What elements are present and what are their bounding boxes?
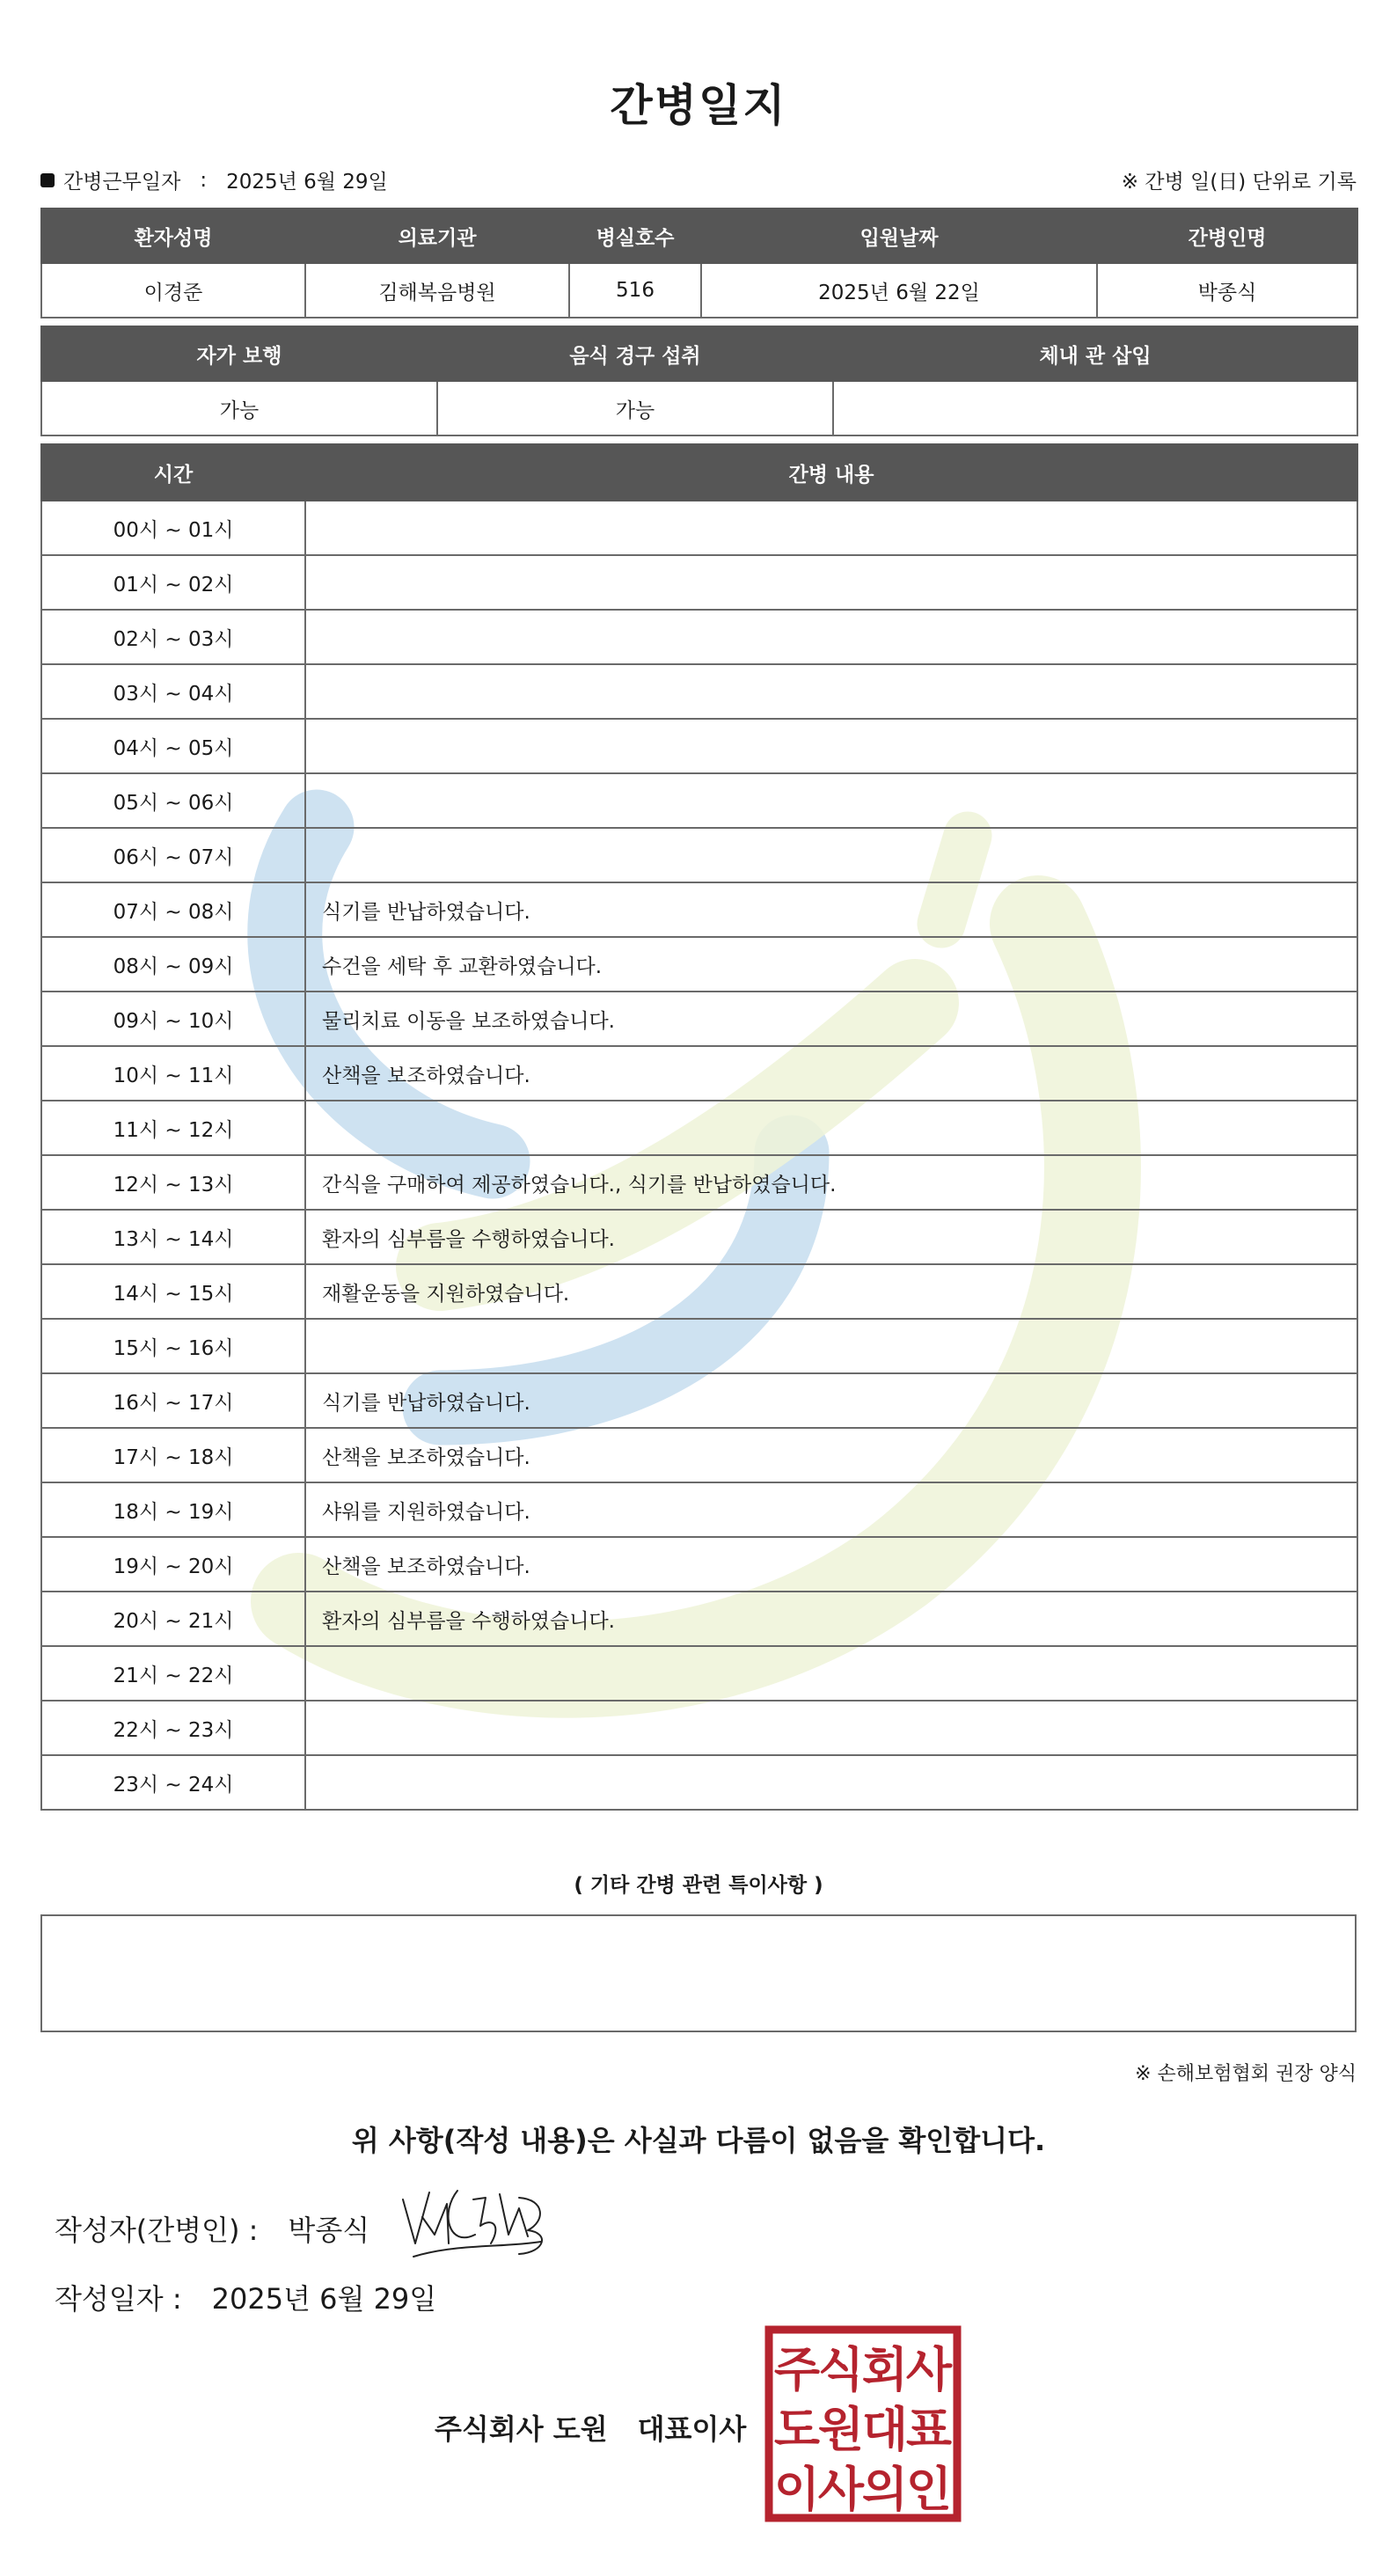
patient-name: 이경준 [41, 263, 305, 318]
care-content: 간식을 구매하여 제공하였습니다., 식기를 반납하였습니다. [305, 1155, 1357, 1210]
signature-image [396, 2182, 554, 2261]
special-notes-title: ( 기타 간병 관련 특이사항 ) [574, 1874, 823, 1897]
table-row [41, 501, 1357, 555]
representative-label: 대표이사 [637, 2412, 747, 2446]
care-content: 산책을 보조하였습니다. [305, 1428, 1357, 1482]
written-date-value: 2025년 6월 29일 [211, 2282, 437, 2316]
square-bullet-icon [40, 173, 55, 187]
table-row [41, 882, 1357, 937]
header-patient-name: 환자성명 [41, 209, 305, 263]
tube-insertion-value [833, 381, 1357, 435]
time-slot: 09시 ~ 10시 [41, 992, 305, 1046]
time-slot: 17시 ~ 18시 [41, 1428, 305, 1482]
table-row [41, 1155, 1357, 1210]
header-hospital: 의료기관 [305, 209, 569, 263]
care-content [305, 1646, 1357, 1701]
table-row [41, 937, 1357, 992]
time-slot: 21시 ~ 22시 [41, 1646, 305, 1701]
table-row [41, 1755, 1357, 1810]
form-footnote: ※ 손해보험협회 권장 양식 [1135, 2063, 1357, 2085]
patient-status-table [40, 326, 1358, 436]
company-name: 주식회사 도원 [435, 2412, 608, 2446]
care-content [305, 1319, 1357, 1373]
time-slot: 20시 ~ 21시 [41, 1592, 305, 1646]
time-slot: 14시 ~ 15시 [41, 1264, 305, 1319]
care-content: 산책을 보조하였습니다. [305, 1046, 1357, 1101]
table-row [41, 1210, 1357, 1264]
self-walking-value: 가능 [41, 381, 437, 435]
time-slot: 16시 ~ 17시 [41, 1373, 305, 1428]
table-row [41, 1592, 1357, 1646]
seal-character: 표 [905, 2402, 953, 2457]
company-row [435, 2407, 746, 2448]
unit-note: ※ 간병 일(日) 단위로 기록 [1121, 171, 1357, 194]
table-row [41, 1264, 1357, 1319]
writer-row [55, 2208, 369, 2249]
time-slot: 08시 ~ 09시 [41, 937, 305, 992]
care-content [305, 555, 1357, 610]
care-content [305, 719, 1357, 773]
care-content: 환자의 심부름을 수행하였습니다. [305, 1592, 1357, 1646]
seal-character: 회 [861, 2342, 909, 2397]
care-content [305, 828, 1357, 882]
header-oral-intake: 음식 경구 섭취 [437, 326, 833, 381]
table-row [41, 773, 1357, 828]
seal-character: 의 [861, 2462, 909, 2517]
room-number: 516 [569, 263, 701, 318]
care-content [305, 773, 1357, 828]
care-content: 산책을 보조하였습니다. [305, 1537, 1357, 1592]
admission-date: 2025년 6월 22일 [701, 263, 1097, 318]
page-title: 간병일지 [610, 80, 787, 131]
care-content: 수건을 세탁 후 교환하였습니다. [305, 937, 1357, 992]
seal-character: 이 [773, 2462, 821, 2517]
table-row [41, 1428, 1357, 1482]
header-care-content: 간병 내용 [305, 444, 1357, 501]
patient-info-table [40, 208, 1358, 318]
confirmation-statement: 위 사항(작성 내용)은 사실과 다름이 없음을 확인합니다. [351, 2124, 1046, 2157]
care-content [305, 1701, 1357, 1755]
table-row [41, 555, 1357, 610]
time-slot: 01시 ~ 02시 [41, 555, 305, 610]
care-content [305, 610, 1357, 664]
time-slot: 00시 ~ 01시 [41, 501, 305, 555]
table-row [41, 828, 1357, 882]
time-slot: 05시 ~ 06시 [41, 773, 305, 828]
care-content [305, 1101, 1357, 1155]
seal-character: 인 [905, 2462, 953, 2517]
time-slot: 18시 ~ 19시 [41, 1482, 305, 1537]
table-row [41, 1646, 1357, 1701]
time-slot: 06시 ~ 07시 [41, 828, 305, 882]
header-self-walking: 자가 보행 [41, 326, 437, 381]
table-row [41, 719, 1357, 773]
writer-label: 작성자(간병인) : [55, 2214, 259, 2247]
time-slot: 22시 ~ 23시 [41, 1701, 305, 1755]
written-date-row [55, 2277, 436, 2317]
work-date-colon: : [200, 168, 208, 192]
care-content [305, 1755, 1357, 1810]
table-row [41, 1319, 1357, 1373]
seal-character: 대 [861, 2402, 909, 2457]
hospital-name: 김해복음병원 [305, 263, 569, 318]
table-row [41, 1701, 1357, 1755]
care-content: 물리치료 이동을 보조하였습니다. [305, 992, 1357, 1046]
table-row [41, 1482, 1357, 1537]
care-content: 재활운동을 지원하였습니다. [305, 1264, 1357, 1319]
time-slot: 03시 ~ 04시 [41, 664, 305, 719]
time-slot: 07시 ~ 08시 [41, 882, 305, 937]
time-slot: 04시 ~ 05시 [41, 719, 305, 773]
work-date-row [40, 165, 388, 194]
header-admission-date: 입원날짜 [701, 209, 1097, 263]
table-row [41, 1537, 1357, 1592]
seal-character: 도 [773, 2402, 821, 2457]
table-row [41, 664, 1357, 719]
caregiver-name: 박종식 [1097, 263, 1357, 318]
work-date-value: 2025년 6월 29일 [226, 171, 388, 194]
care-content [305, 664, 1357, 719]
seal-character: 주 [773, 2342, 821, 2397]
time-slot: 11시 ~ 12시 [41, 1101, 305, 1155]
special-notes-box [40, 1914, 1357, 2032]
seal-character: 원 [817, 2402, 865, 2457]
table-row [41, 992, 1357, 1046]
time-slot: 10시 ~ 11시 [41, 1046, 305, 1101]
seal-character: 사 [817, 2462, 865, 2517]
header-time: 시간 [41, 444, 305, 501]
table-row [41, 1046, 1357, 1101]
care-content: 식기를 반납하였습니다. [305, 882, 1357, 937]
seal-character: 식 [817, 2342, 865, 2397]
written-date-label: 작성일자 : [55, 2282, 182, 2316]
header-room-number: 병실호수 [569, 209, 701, 263]
care-log-table [40, 443, 1358, 1811]
company-seal-stamp [764, 2324, 962, 2523]
time-slot: 02시 ~ 03시 [41, 610, 305, 664]
care-content: 환자의 심부름을 수행하였습니다. [305, 1210, 1357, 1264]
care-content [305, 501, 1357, 555]
work-date-label: 간병근무일자 [63, 171, 181, 194]
oral-intake-value: 가능 [437, 381, 833, 435]
header-caregiver-name: 간병인명 [1097, 209, 1357, 263]
time-slot: 19시 ~ 20시 [41, 1537, 305, 1592]
header-tube-insertion: 체내 관 삽입 [833, 326, 1357, 381]
writer-name: 박종식 [288, 2214, 370, 2247]
care-content: 샤워를 지원하였습니다. [305, 1482, 1357, 1537]
seal-character: 사 [905, 2342, 953, 2397]
table-row [41, 610, 1357, 664]
care-content: 식기를 반납하였습니다. [305, 1373, 1357, 1428]
time-slot: 23시 ~ 24시 [41, 1755, 305, 1810]
table-row [41, 1101, 1357, 1155]
time-slot: 13시 ~ 14시 [41, 1210, 305, 1264]
table-row [41, 1373, 1357, 1428]
time-slot: 12시 ~ 13시 [41, 1155, 305, 1210]
time-slot: 15시 ~ 16시 [41, 1319, 305, 1373]
